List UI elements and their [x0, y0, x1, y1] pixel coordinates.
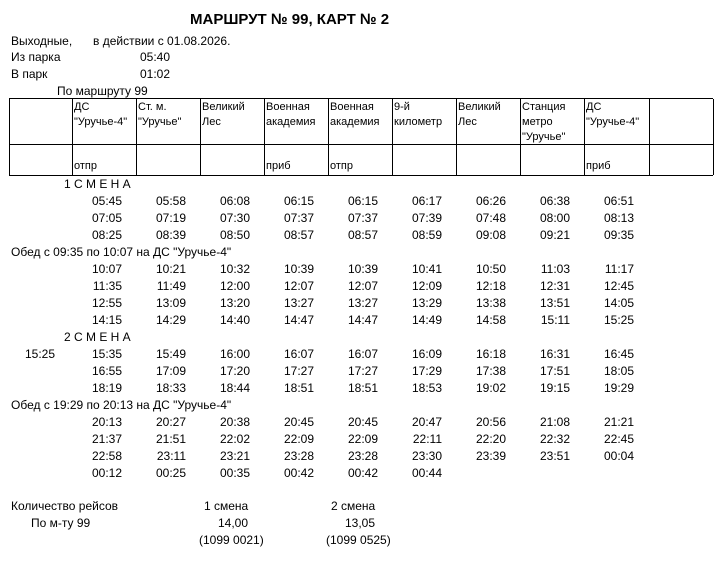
- time-cell: 16:18: [475, 347, 506, 361]
- time-cell: 12:18: [475, 279, 506, 293]
- time-cell: 18:19: [91, 381, 122, 395]
- summary-shift2-label: 2 смена: [331, 499, 376, 513]
- time-cell: 09:08: [475, 228, 506, 242]
- time-cell: 05:45: [91, 194, 122, 208]
- grid-vline: [136, 99, 137, 175]
- from-park-label: Из парка: [11, 50, 61, 64]
- shift2-label: 2 С М Е Н А: [64, 330, 131, 344]
- time-cell: 06:38: [539, 194, 570, 208]
- time-cell: 09:35: [603, 228, 634, 242]
- time-cell: 14:05: [603, 296, 634, 310]
- column-title: Военная академия: [330, 101, 380, 128]
- time-cell: 12:09: [411, 279, 442, 293]
- time-cell: 00:35: [219, 466, 250, 480]
- time-cell: 07:30: [219, 211, 250, 225]
- time-cell: 14:15: [91, 313, 122, 327]
- time-cell: 06:15: [347, 194, 378, 208]
- summary-shift1-code: (1099 0021): [199, 533, 264, 547]
- shift1-label: 1 С М Е Н А: [64, 177, 131, 191]
- time-cell: 22:09: [347, 432, 378, 446]
- time-cell: 16:45: [603, 347, 634, 361]
- time-cell: 08:59: [411, 228, 442, 242]
- column-subtitle: приб: [586, 160, 611, 172]
- column-title: 9-й километр: [394, 101, 443, 128]
- column-subtitle: отпр: [330, 160, 353, 172]
- time-cell: 13:38: [475, 296, 506, 310]
- time-cell: 05:58: [155, 194, 186, 208]
- time-cell: 17:27: [283, 364, 314, 378]
- time-cell: 22:09: [283, 432, 314, 446]
- time-cell: 18:53: [411, 381, 442, 395]
- time-cell: 20:56: [475, 415, 506, 429]
- column-subtitle: приб: [266, 160, 291, 172]
- time-cell: 10:07: [91, 262, 122, 276]
- grid-vline: [200, 99, 201, 175]
- time-cell: 17:51: [539, 364, 570, 378]
- time-cell: 17:29: [411, 364, 442, 378]
- time-cell: 22:45: [603, 432, 634, 446]
- time-cell: 15:11: [540, 313, 570, 327]
- column-title: ДС "Уручье-4": [586, 101, 640, 128]
- time-cell: 22:58: [91, 449, 122, 463]
- time-cell: 22:20: [475, 432, 506, 446]
- time-cell: 16:00: [219, 347, 250, 361]
- time-cell: 18:51: [347, 381, 378, 395]
- column-title: Великий Лес: [458, 101, 501, 128]
- time-cell: 07:39: [411, 211, 442, 225]
- time-cell: 20:38: [219, 415, 250, 429]
- time-cell: 00:42: [283, 466, 314, 480]
- time-cell: 00:04: [603, 449, 634, 463]
- time-cell: 22:02: [219, 432, 250, 446]
- summary-shift1-label: 1 смена: [204, 499, 249, 513]
- summary-route-label: По м-ту 99: [31, 516, 91, 530]
- time-cell: 22:11: [412, 432, 442, 446]
- time-cell: 08:25: [91, 228, 122, 242]
- time-cell: 12:07: [347, 279, 378, 293]
- column-title: ДС "Уручье-4": [74, 101, 128, 128]
- time-cell: 12:00: [219, 279, 250, 293]
- time-cell: 23:30: [411, 449, 442, 463]
- column-title: Военная академия: [266, 101, 316, 128]
- time-cell: 21:21: [603, 415, 634, 429]
- grid-vline: [328, 99, 329, 175]
- column-title: Великий Лес: [202, 101, 245, 128]
- time-cell: 00:25: [155, 466, 186, 480]
- time-cell: 16:07: [347, 347, 378, 361]
- time-cell: 23:51: [539, 449, 570, 463]
- time-cell: 13:51: [539, 296, 570, 310]
- grid-vline: [72, 99, 73, 175]
- time-cell: 18:05: [603, 364, 634, 378]
- time-cell: 19:02: [475, 381, 506, 395]
- time-cell: 22:32: [539, 432, 570, 446]
- summary-title: Количество рейсов: [11, 499, 119, 513]
- time-cell: 09:21: [539, 228, 570, 242]
- time-cell: 23:11: [156, 449, 186, 463]
- shift2-start-time: 15:25: [25, 347, 56, 361]
- time-cell: 00:44: [411, 466, 442, 480]
- page-title: МАРШРУТ № 99, КАРТ № 2: [190, 11, 390, 28]
- shift2-break: Обед с 19:29 по 20:13 на ДС "Уручье-4": [11, 398, 232, 412]
- time-cell: 08:50: [219, 228, 250, 242]
- summary-shift2-code: (1099 0525): [326, 533, 391, 547]
- time-cell: 07:37: [347, 211, 378, 225]
- route-label: По маршруту 99: [57, 84, 148, 98]
- time-cell: 18:33: [155, 381, 186, 395]
- time-cell: 16:07: [283, 347, 314, 361]
- time-cell: 20:45: [347, 415, 378, 429]
- time-cell: 13:29: [411, 296, 442, 310]
- time-cell: 10:41: [411, 262, 442, 276]
- time-cell: 18:44: [219, 381, 250, 395]
- grid-vline: [520, 99, 521, 175]
- time-cell: 14:29: [155, 313, 186, 327]
- time-cell: 12:45: [603, 279, 634, 293]
- time-cell: 11:49: [156, 279, 186, 293]
- from-park-time: 05:40: [140, 50, 171, 64]
- column-subtitle: отпр: [74, 160, 97, 172]
- time-cell: 23:28: [283, 449, 314, 463]
- time-cell: 16:09: [411, 347, 442, 361]
- time-cell: 11:03: [540, 262, 570, 276]
- grid-vline: [264, 99, 265, 175]
- time-cell: 21:37: [91, 432, 122, 446]
- time-cell: 07:48: [475, 211, 506, 225]
- time-cell: 10:50: [475, 262, 506, 276]
- column-header-grid: [9, 98, 713, 176]
- summary-shift2-value: 13,05: [345, 516, 376, 530]
- day-type: Выходные,: [11, 34, 73, 48]
- time-cell: 08:57: [283, 228, 314, 242]
- time-cell: 12:07: [283, 279, 314, 293]
- time-cell: 13:27: [347, 296, 378, 310]
- column-title: Станция метро "Уручье": [522, 101, 566, 143]
- time-cell: 19:15: [539, 381, 570, 395]
- time-cell: 00:12: [91, 466, 122, 480]
- time-cell: 08:00: [539, 211, 570, 225]
- time-cell: 20:27: [155, 415, 186, 429]
- effective-date: в действии с 01.08.2026.: [93, 34, 231, 48]
- time-cell: 17:09: [155, 364, 186, 378]
- time-cell: 13:27: [283, 296, 314, 310]
- time-cell: 16:31: [539, 347, 570, 361]
- time-cell: 08:57: [347, 228, 378, 242]
- time-cell: 07:19: [155, 211, 186, 225]
- time-cell: 10:21: [155, 262, 186, 276]
- time-cell: 07:05: [91, 211, 122, 225]
- time-cell: 18:51: [283, 381, 314, 395]
- time-cell: 10:39: [347, 262, 378, 276]
- time-cell: 20:13: [91, 415, 122, 429]
- grid-vline: [649, 99, 650, 175]
- time-cell: 00:42: [347, 466, 378, 480]
- time-cell: 20:47: [411, 415, 442, 429]
- column-title: Ст. м. "Уручье": [138, 101, 182, 128]
- time-cell: 13:09: [155, 296, 186, 310]
- time-cell: 12:31: [539, 279, 570, 293]
- time-cell: 17:38: [475, 364, 506, 378]
- grid-vline: [713, 99, 714, 175]
- grid-vline: [9, 99, 10, 175]
- time-cell: 06:26: [475, 194, 506, 208]
- time-cell: 11:35: [92, 279, 122, 293]
- time-cell: 12:55: [91, 296, 122, 310]
- time-cell: 10:39: [283, 262, 314, 276]
- time-cell: 21:08: [539, 415, 570, 429]
- to-park-label: В парк: [11, 67, 48, 81]
- time-cell: 06:17: [411, 194, 442, 208]
- time-cell: 13:20: [219, 296, 250, 310]
- time-cell: 19:29: [603, 381, 634, 395]
- grid-vline: [392, 99, 393, 175]
- time-cell: 15:49: [155, 347, 186, 361]
- time-cell: 11:17: [604, 262, 634, 276]
- shift1-break: Обед с 09:35 по 10:07 на ДС "Уручье-4": [11, 245, 232, 259]
- time-cell: 06:51: [603, 194, 634, 208]
- to-park-time: 01:02: [140, 67, 171, 81]
- time-cell: 21:51: [155, 432, 186, 446]
- time-cell: 10:32: [219, 262, 250, 276]
- time-cell: 14:49: [411, 313, 442, 327]
- time-cell: 08:39: [155, 228, 186, 242]
- time-cell: 07:37: [283, 211, 314, 225]
- time-cell: 17:27: [347, 364, 378, 378]
- time-cell: 06:15: [283, 194, 314, 208]
- time-cell: 14:40: [219, 313, 250, 327]
- grid-vline: [456, 99, 457, 175]
- time-cell: 20:45: [283, 415, 314, 429]
- time-cell: 06:08: [219, 194, 250, 208]
- time-cell: 14:47: [283, 313, 314, 327]
- time-cell: 16:55: [91, 364, 122, 378]
- time-cell: 23:39: [475, 449, 506, 463]
- time-cell: 17:20: [219, 364, 250, 378]
- time-cell: 23:28: [347, 449, 378, 463]
- grid-vline: [584, 99, 585, 175]
- summary-shift1-value: 14,00: [218, 516, 249, 530]
- time-cell: 15:35: [91, 347, 122, 361]
- time-cell: 14:58: [475, 313, 506, 327]
- time-cell: 15:25: [603, 313, 634, 327]
- time-cell: 08:13: [603, 211, 634, 225]
- time-cell: 14:47: [347, 313, 378, 327]
- time-cell: 23:21: [219, 449, 250, 463]
